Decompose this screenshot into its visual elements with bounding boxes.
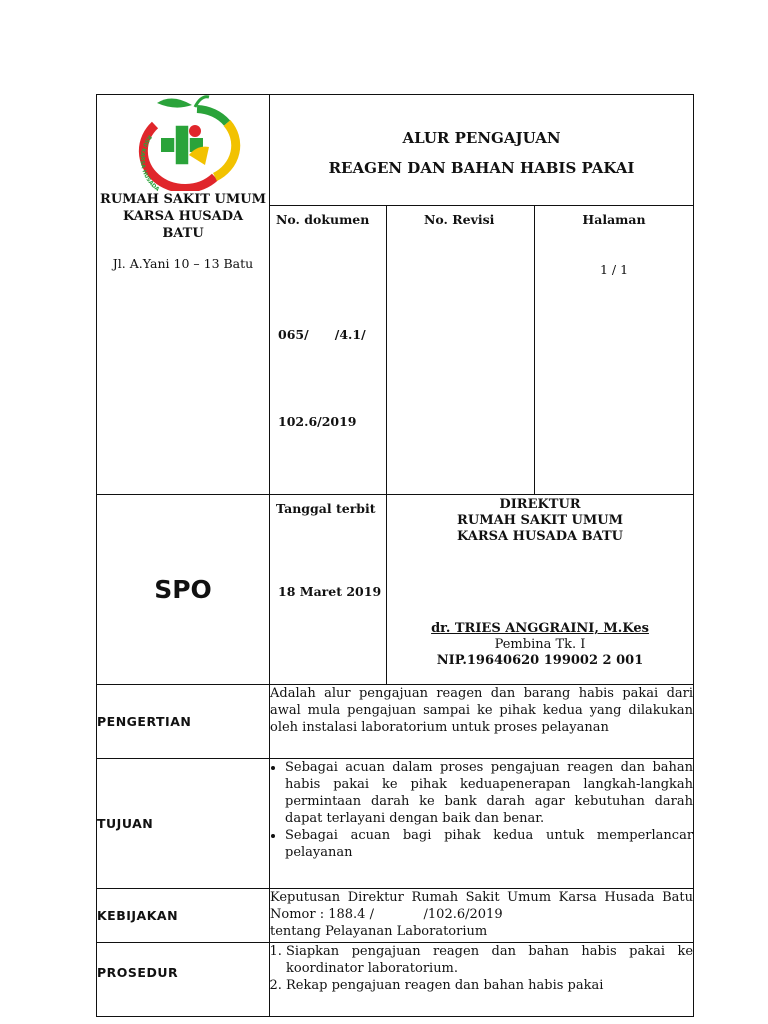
kebijakan-label: KEBIJAKAN xyxy=(97,889,270,943)
doc-type-cell xyxy=(97,495,270,685)
pengertian-label: PENGERTIAN xyxy=(97,685,270,759)
kebijakan-text-2: tentang Pelayanan Laboratorium xyxy=(270,924,488,939)
title-cell xyxy=(270,95,694,206)
title-line-2: REAGEN DAN BAHAN HABIS PAKAI xyxy=(328,159,635,177)
no-dokumen-value-line2: 102.6/2019 xyxy=(278,414,357,429)
tanggal-label: Tanggal terbit xyxy=(276,501,376,516)
director-nip: NIP.19640620 199002 2 001 xyxy=(436,653,644,668)
logo-text: RSU KARSA HUSADA xyxy=(138,133,161,191)
kebijakan-content xyxy=(270,889,698,943)
hospital-name-line: BATU xyxy=(162,226,204,241)
prosedur-step: 1. Siapkan pengajuan reagen dan bahan habis pakai ke koordinator laboratorium. xyxy=(286,943,693,977)
director-rank: Pembina Tk. I xyxy=(494,637,586,652)
tanggal-cell xyxy=(270,495,387,685)
hospital-name xyxy=(97,191,269,242)
hospital-logo xyxy=(97,95,269,191)
director-cell xyxy=(387,495,694,685)
tujuan-content xyxy=(270,759,694,889)
director-name: dr. TRIES ANGGRAINI, M.Kes xyxy=(431,621,649,636)
halaman-label: Halaman xyxy=(582,212,646,227)
halaman-cell xyxy=(535,206,694,495)
hospital-name-line: RUMAH SAKIT UMUM xyxy=(100,192,266,207)
title-line-1: ALUR PENGAJUAN xyxy=(402,129,561,147)
prosedur-step: 2. Rekap pengajuan reagen dan bahan habis pakai xyxy=(286,977,693,994)
no-dokumen-label: No. dokumen xyxy=(276,212,370,227)
pengertian-text: Adalah alur pengajuan reagen dan barang habis pakai dari awal mula pengajuan sampai ke pihak kedua yang dilakukan oleh instalasi laboratorium untuk proses pelayanan xyxy=(270,685,694,759)
director-title-1: DIREKTUR xyxy=(499,497,581,512)
tanggal-value: 18 Maret 2019 xyxy=(278,584,382,599)
signature-space xyxy=(387,545,693,621)
hospital-name-line: KARSA HUSADA xyxy=(122,209,244,224)
no-dokumen-cell xyxy=(270,206,387,495)
hospital-identity-cell xyxy=(97,95,270,495)
director-title-3: KARSA HUSADA BATU xyxy=(457,529,624,544)
prosedur-content xyxy=(270,943,694,1017)
spo-document xyxy=(96,94,698,1017)
director-title-2: RUMAH SAKIT UMUM xyxy=(457,513,623,528)
no-revisi-cell xyxy=(387,206,535,495)
tujuan-item: • Sebagai acuan dalam proses pengajuan reagen dan bahan habis pakai ke pihak keduapenerapan langkah-langkah permintaan darah ke bank darah agar kebutuhan darah dapat terlayani dengan baik dan benar. xyxy=(285,759,693,827)
hospital-address: Jl. A.Yani 10 – 13 Batu xyxy=(112,256,254,271)
doc-type: SPO xyxy=(154,575,212,604)
prosedur-label: PROSEDUR xyxy=(97,943,270,1017)
no-revisi-label: No. Revisi xyxy=(424,212,495,227)
halaman-value: 1 / 1 xyxy=(599,262,629,277)
no-dokumen-value-line1: 065/ /4.1/ xyxy=(278,327,366,342)
tujuan-item: • Sebagai acuan bagi pihak kedua untuk memperlancar pelayanan xyxy=(285,827,693,861)
spo-table xyxy=(96,94,698,1017)
kebijakan-text: Keputusan Direktur Rumah Sakit Umum Karsa Husada Batu Nomor : 188.4 / /102.6/2019 xyxy=(270,890,698,922)
tujuan-label: TUJUAN xyxy=(97,759,270,889)
